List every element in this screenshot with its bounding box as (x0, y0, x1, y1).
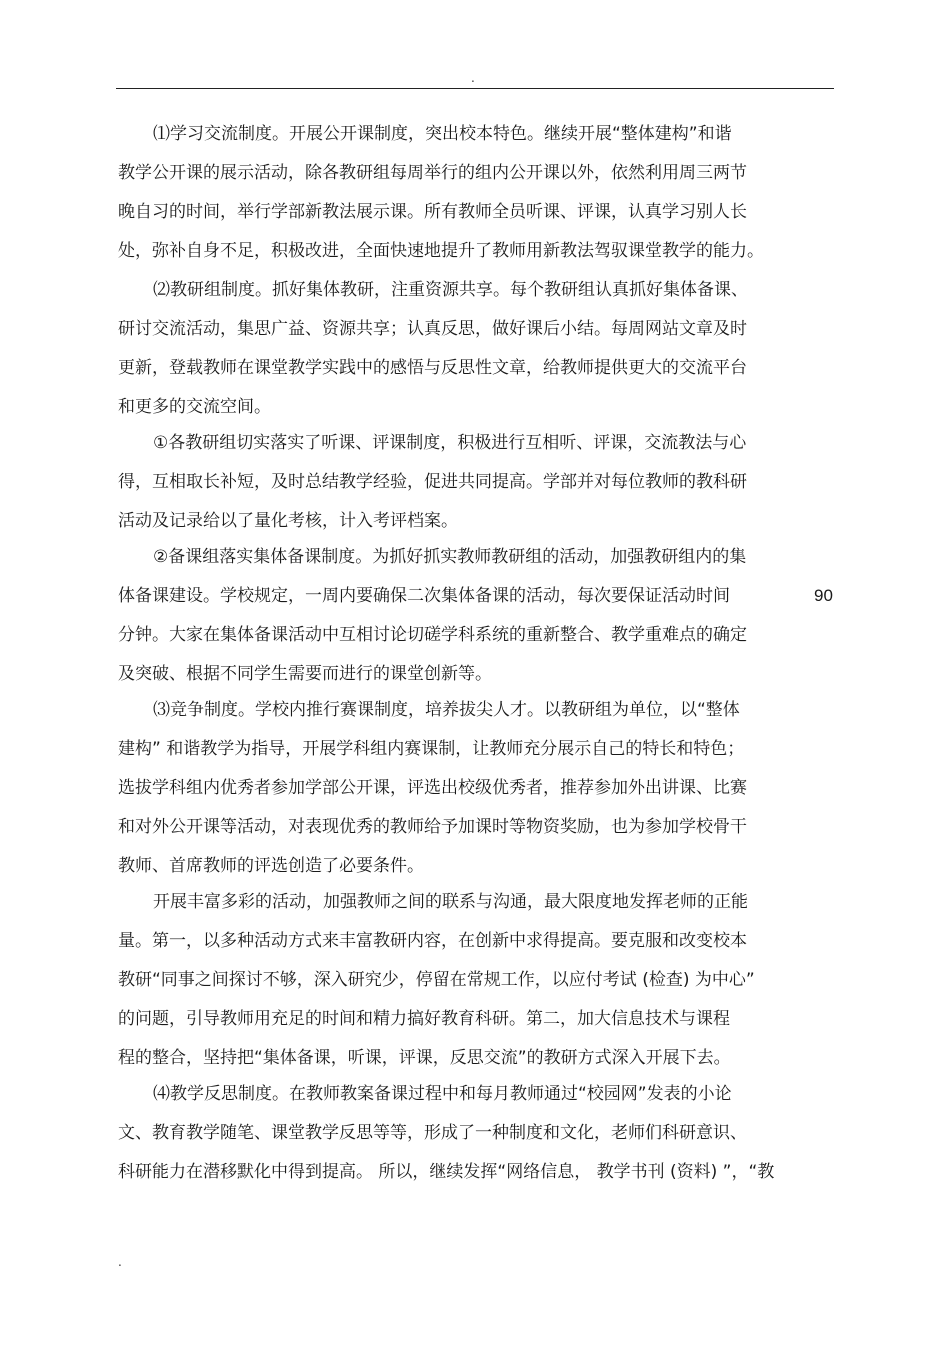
paragraph-line: 研讨交流活动，集思广益、资源共享；认真反思，做好课后小结。每周网站文章及时 (118, 319, 747, 339)
paragraph-line: 更新，登载教师在课堂教学实践中的感悟与反思性文章，给教师提供更大的交流平台 (118, 358, 747, 378)
paragraph-line: 教师、首席教师的评选创造了必要条件。 (118, 856, 424, 876)
paragraph-line: 分钟。大家在集体备课活动中互相讨论切磋学科系统的重新整合、教学重难点的确定 (118, 625, 747, 645)
paragraph-line: 和更多的交流空间。 (118, 397, 271, 417)
paragraph-line: 的问题，引导教师用充足的时间和精力搞好教育科研。第二，加大信息技术与课程 (118, 1009, 730, 1029)
paragraph-line: 教学公开课的展示活动，除各教研组每周举行的组内公开课以外，依然利用周三两节 (118, 163, 747, 183)
paragraph-line: 活动及记录给以了量化考核，计入考评档案。 (118, 511, 458, 531)
header-mark: . (471, 71, 475, 85)
paragraph-line: 和对外公开课等活动，对表现优秀的教师给予加课时等物资奖励，也为参加学校骨干 (118, 817, 747, 837)
paragraph-line: 教研“同事之间探讨不够，深入研究少，停留在常规工作，以应付考试 (检查) 为中心” (118, 970, 755, 990)
paragraph-line: 得，互相取长补短，及时总结教学经验，促进共同提高。学部并对每位教师的教科研 (118, 472, 747, 492)
paragraph-line: ⑷教学反思制度。在教师教案备课过程中和每月教师通过“校园网”发表的小论 (153, 1084, 732, 1104)
paragraph-line: 开展丰富多彩的活动，加强教师之间的联系与沟通，最大限度地发挥老师的正能 (153, 892, 748, 912)
paragraph-line: ⑴学习交流制度。开展公开课制度，突出校本特色。继续开展“整体建构”和谐 (153, 124, 732, 144)
paragraph-line: ⑵教研组制度。抓好集体教研，注重资源共享。每个教研组认真抓好集体备课、 (153, 280, 748, 300)
paragraph-line: ⑶竞争制度。学校内推行赛课制度，培养拔尖人才。以教研组为单位，以“整体 (153, 700, 740, 720)
paragraph-line: 程的整合，坚持把“集体备课，听课，评课，反思交流”的教研方式深入开展下去。 (118, 1048, 731, 1068)
paragraph-line: 建构” 和谐教学为指导，开展学科组内赛课制，让教师充分展示自己的特长和特色； (118, 739, 745, 759)
paragraph-line: ②备课组落实集体备课制度。为抓好抓实教师教研组的活动，加强教研组内的集 (153, 547, 747, 567)
paragraph-line: 晚自习的时间，举行学部新教法展示课。所有教师全员听课、评课，认真学习别人长 (118, 202, 747, 222)
paragraph-line: 文、教育教学随笔、课堂教学反思等等，形成了一种制度和文化，老师们科研意识、 (118, 1123, 747, 1143)
side-number: 90 (814, 586, 833, 605)
paragraph-line: 量。第一，以多种活动方式来丰富教研内容，在创新中求得提高。要克服和改变校本 (118, 931, 747, 951)
paragraph-line: ①各教研组切实落实了听课、评课制度，积极进行互相听、评课，交流教法与心 (153, 433, 747, 453)
paragraph-line: 选拔学科组内优秀者参加学部公开课，评选出校级优秀者，推荐参加外出讲课、比赛 (118, 778, 747, 798)
paragraph-line: 体备课建设。学校规定，一周内要确保二次集体备课的活动，每次要保证活动时间 (118, 586, 730, 606)
header-rule (116, 88, 834, 89)
paragraph-line: 科研能力在潜移默化中得到提高。 所以，继续发挥“网络信息， 教学书刊 (资料) ”，“教 (118, 1162, 775, 1182)
paragraph-line: 及突破、根据不同学生需要而进行的课堂创新等。 (118, 664, 492, 684)
footer-mark: . (118, 1255, 122, 1269)
paragraph-line: 处，弥补自身不足，积极改进，全面快速地提升了教师用新教法驾驭课堂教学的能力。 (118, 241, 764, 261)
